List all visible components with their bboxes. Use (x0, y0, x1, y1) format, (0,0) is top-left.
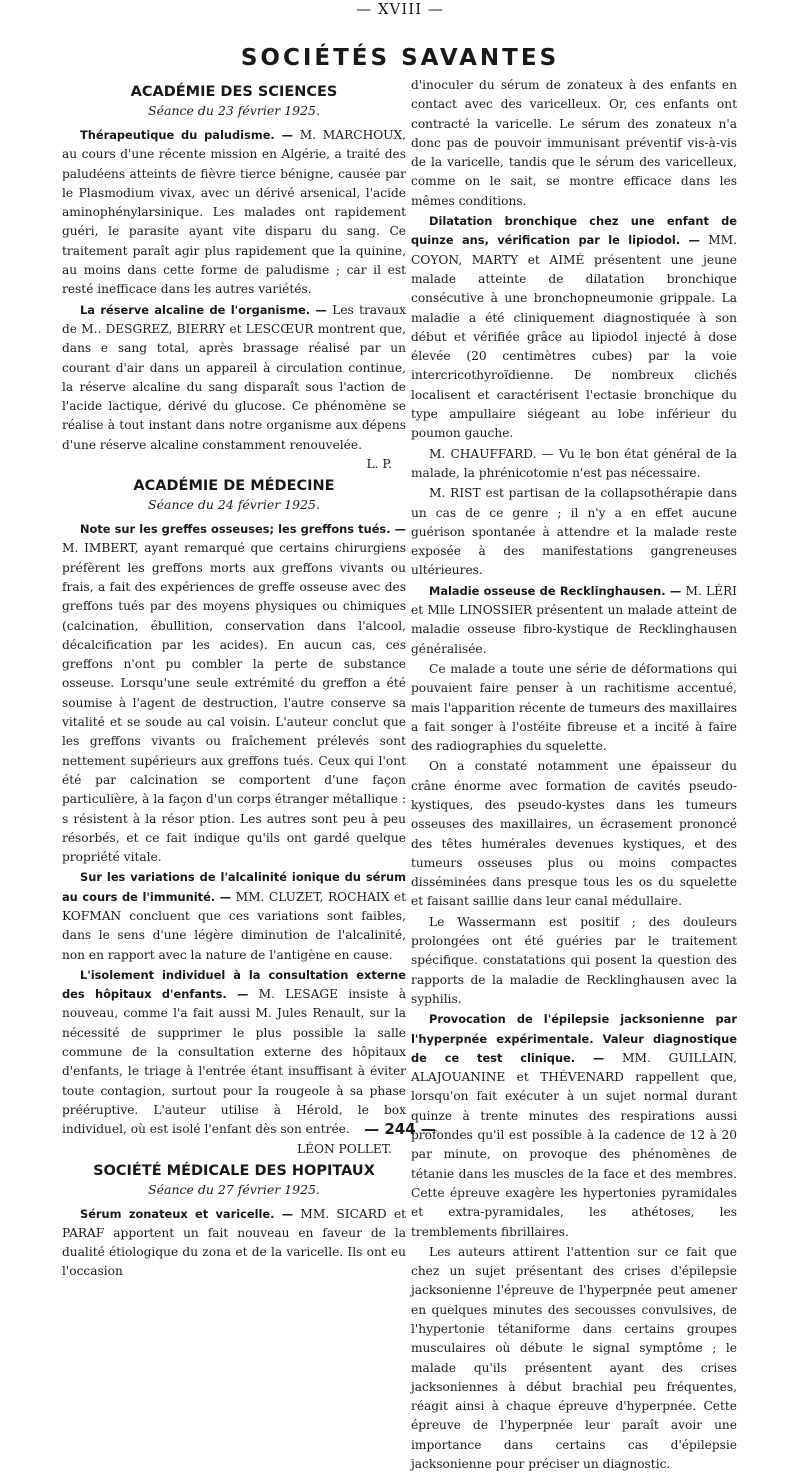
paragraph-text: M. LÉRI et Mlle LINOSSIER présentent un malade atteint de maladie osseuse fibro-kystique de Recklinghausen généralisée. (411, 583, 737, 656)
paragraph (411, 757, 737, 911)
seance-date: Séance du 23 février 1925. (148, 103, 320, 118)
paragraph (411, 484, 737, 580)
paragraph (62, 520, 406, 867)
paragraph (411, 1243, 737, 1475)
paragraph (62, 1205, 406, 1282)
left-column (62, 76, 406, 1283)
paragraph-text: Les travaux de M.. DESGREZ, BIERRY et LESCŒUR montrent que, dans e sang total, après brassage réalisé par un courant d'air dans un appareil à circulation continue, la réserve alcaline du sang disparaît sous l'action de l'acide lactique, dérivé du glucose. Ce phénomène se réalise à tout instant dans notre organisme aux dépens d'une réserve alcaline constamment renouvelée. (62, 302, 406, 452)
paragraph-text: M. LESAGE insiste à nouveau, comme l'a fait aussi M. Jules Renault, sur la nécessité de supprimer le plus possible la salle commune de la consultation externe des hôpitaux d'enfants, le triage à l'entrée étant insuffisant à éviter toute contagion, surtout pour la rougeole à sa phase prééruptive. L'auteur utilise à Hérold, le box individuel, où est isolé l'enfant dès son entrée. (62, 987, 407, 1137)
signature: L. P. (366, 457, 392, 472)
paragraph-lead: La réserve alcaline de l'organisme. — (80, 302, 327, 317)
seance-date: Séance du 24 février 1925. (148, 497, 320, 513)
page-title: SOCIÉTÉS SAVANTES (240, 45, 560, 71)
paragraph (411, 660, 737, 756)
paragraph-text: M. MARCHOUX, au cours d'une récente mission en Algérie, a traité des paludéens atteints de fièvre tierce bénigne, causée par le Plasmodium vivax, avec un dérivé arsenical, l'acide aminophénylarsinique. Les malades ont rapidement guéri, le parasite ayant vite disparu du sang. Ce traitement paraît agir plus rapidement que la quinine, au moins dans cette forme de paludisme ; car il est resté inefficace dans les autres variétés. (62, 128, 407, 297)
section-title-academie-sciences: ACADÉMIE DES SCIENCES (130, 84, 338, 100)
section-title-academie-medecine: ACADÉMIE DE MÉDECINE (133, 478, 335, 495)
paragraph-text: MM. SICARD et PARAF apportent un fait nouveau en faveur de la dualité étiologique du zona et de la varicelle. Ils ont eu l'occasion (62, 1206, 406, 1279)
page-number: — 244 — (364, 1120, 436, 1138)
paragraph-text: d'inoculer du sérum de zonateux à des enfants en contact avec des varicelleux. Or, ces enfants ont contracté la varicelle. Le sérum des zonateux n'a donc pas de pouvoir immunisant préventif vis-à-vis de la varicelle, tandis que le sérum des varicelleux, comme on le sait, se montre efficace dans les mêmes conditions. (411, 78, 737, 208)
top-page-marker: — XVIII — (356, 0, 444, 18)
paragraph-text: On a constaté notamment une épaisseur du crâne énorme avec formation de cavités pseudo-kystiques, des pseudo-kystes dans les tumeurs osseuses des maxillaires, un écrasement prononcé des têtes humérales devenues kystiques, et des tumeurs osseuses plus ou moins compactes disséminées dans presque tous les os du squelette et faisant saillie dans leur canal médullaire. (411, 759, 737, 909)
paragraph (411, 445, 737, 484)
seance-date: Séance du 27 février 1925. (148, 1181, 320, 1197)
paragraph-text: Le Wassermann est positif ; des douleurs prolongées ont été guéries par le traitement spécifique. constatations qui posent la question des rapports de la maladie de Recklinghausen avec la syphilis. (411, 914, 737, 1006)
paragraph-text: Les auteurs attirent l'attention sur ce fait que chez un sujet présentant des crises d'épilepsie jacksonienne l'épreuve de l'hyperpnée peut amener en quelques minutes des secousses convulsives, de l'hypertonie tétaniforme dans certains groupes musculaires où débute le signal symptôme ; le malade qu'ils présentent ayant des crises jacksoniennes à début brachial peu fréquentes, réagit ainsi à chaque épreuve d'hyperpnée. Cette épreuve de l'hyperpnée leur paraît avoir une importance dans certains cas d'épilepsie jacksonienne pour préciser un diagnostic. (411, 1244, 737, 1472)
paragraph-lead: L'isolement individuel à la consultation externe des hôpitaux d'enfants. — (62, 967, 406, 1002)
paragraph-lead: Dilatation bronchique chez une enfant de quinze ans, vérification par le lipiodol. — (411, 214, 737, 248)
paragraph (411, 582, 737, 659)
paragraph (411, 76, 737, 211)
paragraph (62, 966, 407, 1156)
paragraph (411, 913, 737, 1009)
paragraph-text: Ce malade a toute une série de déformations qui pouvaient faire penser à un rachitisme accentué, mais l'apparition récente de tumeurs des maxillaires a fait songer à l'ostéite fibreuse et a incité à faire des radiographies du squelette. (411, 661, 737, 754)
paragraph (411, 212, 737, 444)
section-title-societe-medicale: SOCIÉTÉ MÉDICALE DES HOPITAUX (93, 1162, 375, 1179)
paragraph (62, 301, 406, 472)
paragraph-lead: Thérapeutique du paludisme. — (80, 128, 293, 142)
paragraph-text: M. CHAUFFARD. — Vu le bon état général de la malade, la phrénicotomie n'est pas nécessaire. (411, 446, 737, 480)
paragraph-lead: Provocation de l'épilepsie jacksonienne par l'hyperpnée expérimentale. Valeur diagnostique de ce test clinique. — (411, 1012, 737, 1065)
right-column (411, 76, 737, 1475)
signature: LÉON POLLET. (296, 1141, 392, 1156)
paragraph-lead: Note sur les greffes osseuses; les greffons tués. — (80, 522, 406, 537)
paragraph-text: MM. CLUZET, ROCHAIX et KOFMAN concluent que ces variations sont faibles, dans le sens d'une légère diminution de l'alcalinité, non en rapport avec la nature de l'antigène en cause. (62, 889, 406, 962)
paragraph-text: M. RIST est partisan de la collapsothérapie dans un cas de ce genre ; il n'y a en effet aucune guérison spontanée à attendre et la malade reste exposée à des manifestations gangreneuses ultérieures. (411, 486, 737, 578)
paragraph-text: M. IMBERT, ayant remarqué que certains chirurgiens préfèrent les greffons morts aux greffons vivants ou frais, a fait des expériences de greffe osseuse avec des greffons tués par des moyens physiques ou chimiques (calcination, ébullition, conservation dans l'alcool, décalcification par les acides). En aucun cas, ces greffons n'ont pu combler la perte de substance osseuse. Lorsqu'une seule extrémité du greffon a été soumise à l'agent de destruction, l'autre conserve sa vitalité et se soude au cal voisin. L'auteur conclut que les greffons vivants ou fraîchement prélevés sont nettement supérieurs aux greffons tués. Ceux qui l'ont été par calcination se comportent d'une façon particulière, à la façon d'un corps étranger métallique : s résistent à la résor ption. Les autres sont peu à peu résorbés, et ce fait indique qu'ils ont gardé quelque propriété vitale. (62, 541, 406, 865)
paragraph-lead: Maladie osseuse de Recklinghausen. — (429, 583, 682, 598)
paragraph-text: MM. COYON, MARTY et AIMÉ présentent une jeune malade atteinte de dilatation bronchique consécutive à une bronchopneumonie grippale. La maladie a été cliniquement diagnostiquée à son début et vérifiée grâce au lipiodol injecté à dose élevée (20 centimètres cubes) par la voie intercricothyroïdienne. De nombreux clichés localisent et caractérisent l'ectasie bronchique du type ampullaire siégeant au lobe inférieur du poumon gauche. (411, 233, 737, 441)
paragraph (62, 126, 406, 300)
paragraph-lead: Sur les variations de l'alcalinité ionique du sérum au cours de l'immunité. — (62, 870, 406, 904)
paragraph-text: MM. GUILLAIN, ALAJOUANINE et THÉVENARD rappellent que, lorsqu'on fait exécuter à un sujet normal durant quinze à trente minutes des respirations aussi profondes qu'il est possible à la cadence de 12 à 20 par minute, on provoque des phénomènes de tétanie dans les muscles de la face et des membres. Cette épreuve exagère les hypertonies pyramidales et extra-pyramidales, les athétoses, les tremblements fibrillaires. (411, 1050, 737, 1239)
paragraph-lead: Sérum zonateux et varicelle. — (80, 1206, 294, 1221)
paragraph (62, 868, 406, 964)
